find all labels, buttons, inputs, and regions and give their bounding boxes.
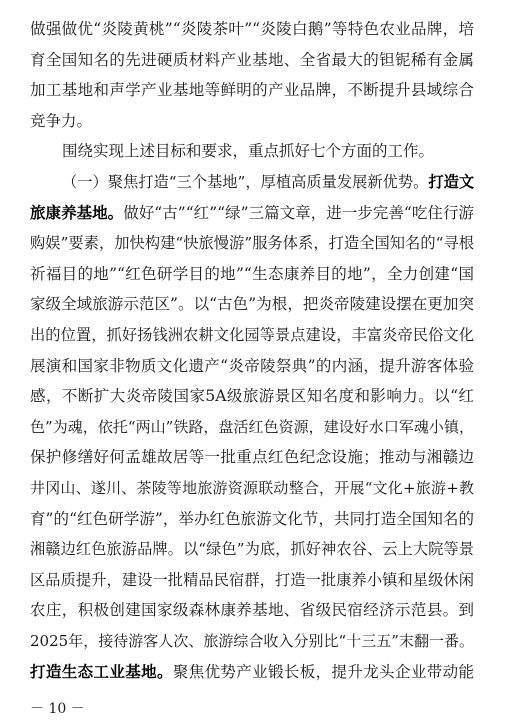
body-line-20: 农庄，积极创建国家级森林康养基地、省级民宿经济示范县。到: [30, 601, 474, 620]
subheading-industry: 打造生态工业基地。: [30, 661, 173, 681]
body-line-3: 加工基地和声学产业基地等鲜明的产业品牌，不断提升县域综合: [30, 81, 474, 100]
body-line-10: 家级全域旅游示范区”。以“古色”为根，把炎帝陵建设摆在更加突: [30, 295, 474, 314]
body-line-11: 出的位置，抓好扬钱洲农耕文化园等景点建设，丰富炎帝民俗文化: [30, 326, 474, 344]
body-text-segment: 做好“古”“红”“绿”三篇文章，进一步完善“吃住行游: [123, 203, 474, 222]
body-line-19: 区品质提升，建设一批精品民宿群，打造一批康养小镇和星级休闲: [30, 570, 474, 589]
body-line-21: 2025年，接待游客人次、旅游综合收入分别比“十三五”末翻一番。: [30, 632, 474, 650]
body-line-4: 竞争力。: [30, 111, 93, 130]
section-heading: （一）聚焦打造“三个基地”，厚植高质量发展新优势。: [62, 173, 429, 191]
body-line-13: 感，不断扩大炎帝陵国家5A级旅游景区知名度和影响力。以“红: [30, 387, 474, 406]
section-heading-line: [62, 167, 474, 197]
page-number: － 10 －: [30, 701, 85, 717]
body-line-18: 湘赣边红色旅游品牌。以“绿色”为底，抓好神农谷、云上大院等景: [30, 540, 474, 559]
body-line-7: [30, 198, 474, 228]
body-line-1: 做强做优“炎陵黄桃”“炎陵茶叶”“炎陵白鹅”等特色农业品牌，培: [30, 20, 474, 38]
subheading-tourism-part1: 打造文: [428, 173, 475, 191]
subheading-tourism-part2: 旅康养基地。: [30, 202, 124, 222]
body-text-segment: 聚焦优势产业锻长板，提升龙头企业带动能: [172, 662, 474, 681]
body-line-14: 色”为魂，依托“两山”铁路，盘活红色资源，建设好水口军魂小镇，: [30, 417, 474, 436]
body-line-5: 围绕实现上述目标和要求，重点抓好七个方面的工作。: [62, 142, 435, 161]
body-line-9: 祈福目的地”“红色研学目的地”“生态康养目的地”，全力创建“国: [30, 264, 474, 283]
body-line-22: [30, 657, 474, 687]
body-line-15: 保护修缮好何孟雄故居等一批重点红色纪念设施；推动与湘赣边: [30, 448, 474, 467]
body-line-2: 育全国知名的先进硬质材料产业基地、全省最大的钽铌稀有金属: [30, 50, 474, 69]
body-line-16: 井冈山、遂川、茶陵等地旅游资源联动整合，开展“文化+旅游+教: [30, 479, 474, 497]
body-line-12: 展演和国家非物质文化遗产“炎帝陵祭典”的内涵，提升游客体验: [30, 356, 474, 375]
body-line-8: 购娱”要素，加快构建“快旅慢游”服务体系，打造全国知名的“寻根: [30, 234, 474, 253]
body-line-17: 育”的“红色研学游”，举办红色旅游文化节，共同打造全国知名的: [30, 509, 474, 528]
